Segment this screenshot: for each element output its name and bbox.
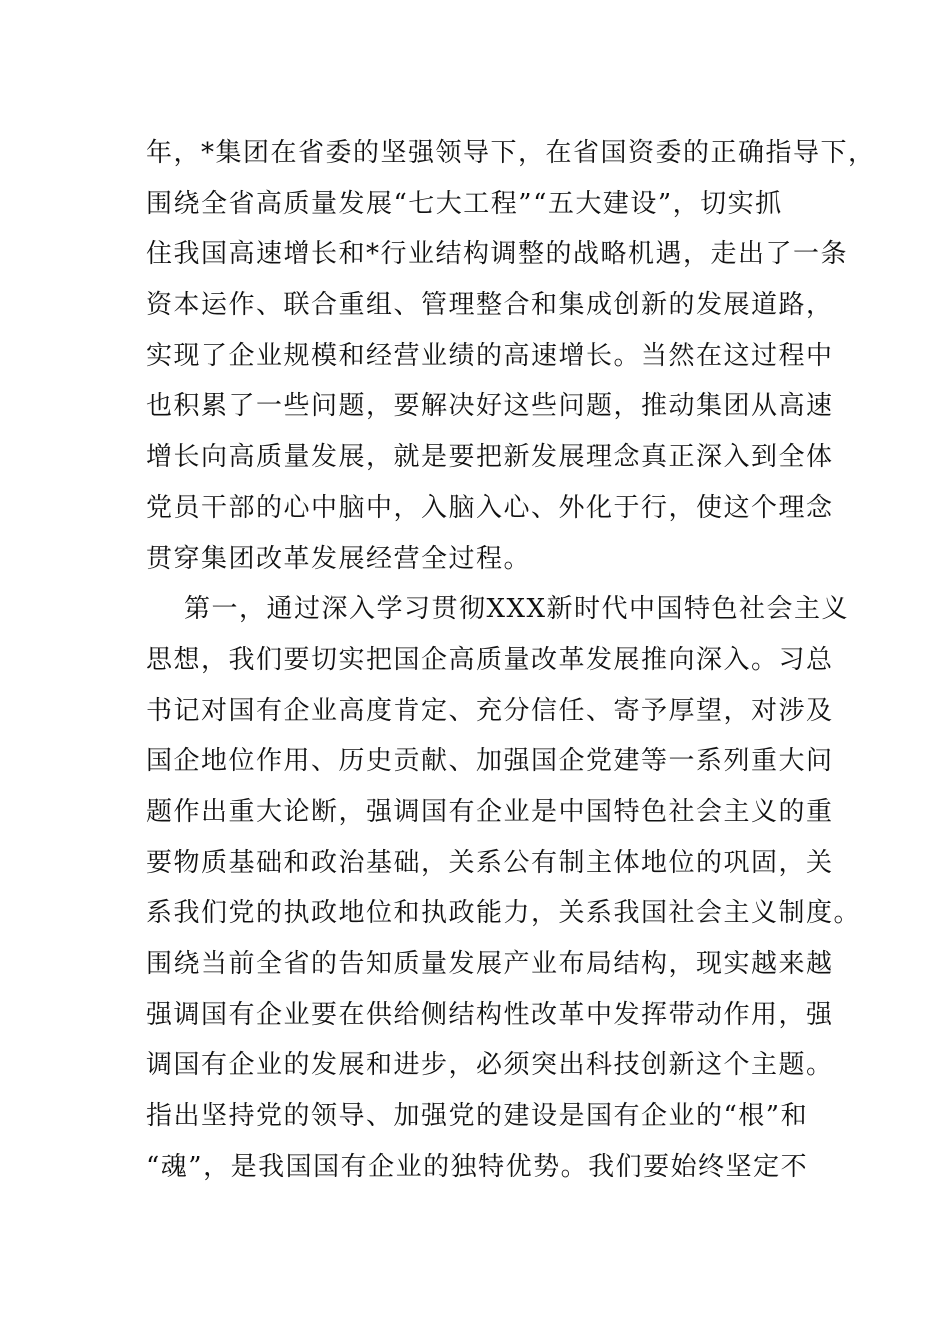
text-line: 党员干部的心中脑中，入脑入心、外化于行，使这个理念 xyxy=(146,492,834,523)
paragraph-first-line: 第一，通过深入学习贯彻XXX新时代中国特色社会主义 xyxy=(184,594,850,625)
text-line: 指出坚持党的领导、加强党的建设是国有企业的“根”和 xyxy=(146,1101,809,1132)
text-line: 实现了企业规模和经营业绩的高速增长。当然在这过程中 xyxy=(146,340,834,371)
text-line: 贯穿集团改革发展经营全过程。 xyxy=(146,543,532,574)
text-line: 题作出重大论断，强调国有企业是中国特色社会主义的重 xyxy=(146,796,834,827)
text-line: 思想，我们要切实把国企高质量改革发展推向深入。习总 xyxy=(146,644,834,675)
text-line: 调国有企业的发展和进步，必须突出科技创新这个主题。 xyxy=(146,1050,834,1081)
text-line: 书记对国有企业高度肯定、充分信任、寄予厚望，对涉及 xyxy=(146,695,834,726)
text-line: 围绕全省高质量发展“七大工程”“五大建设”，切实抓 xyxy=(146,188,783,219)
text-line: 资本运作、联合重组、管理整合和集成创新的发展道路， xyxy=(146,290,834,321)
text-line: 年，*集团在省委的坚强领导下，在省国资委的正确指导下， xyxy=(146,138,876,168)
text-line: “魂”，是我国国有企业的独特优势。我们要始终坚定不 xyxy=(146,1151,809,1182)
document-body xyxy=(146,128,876,1192)
text-line: 也积累了一些问题，要解决好这些问题，推动集团从高速 xyxy=(146,391,834,422)
text-line: 住我国高速增长和*行业结构调整的战略机遇，走出了一条 xyxy=(146,239,849,270)
text-line: 强调国有企业要在供给侧结构性改革中发挥带动作用，强 xyxy=(146,999,834,1030)
text-line: 围绕当前全省的告知质量发展产业布局结构，现实越来越 xyxy=(146,949,834,979)
text-line: 系我们党的执政地位和执政能力，关系我国社会主义制度。 xyxy=(146,898,862,929)
text-line: 国企地位作用、历史贡献、加强国企党建等一系列重大问 xyxy=(146,746,834,777)
text-line: 增长向高质量发展，就是要把新发展理念真正深入到全体 xyxy=(146,442,834,473)
text-line: 要物质基础和政治基础，关系公有制主体地位的巩固，关 xyxy=(146,847,834,878)
